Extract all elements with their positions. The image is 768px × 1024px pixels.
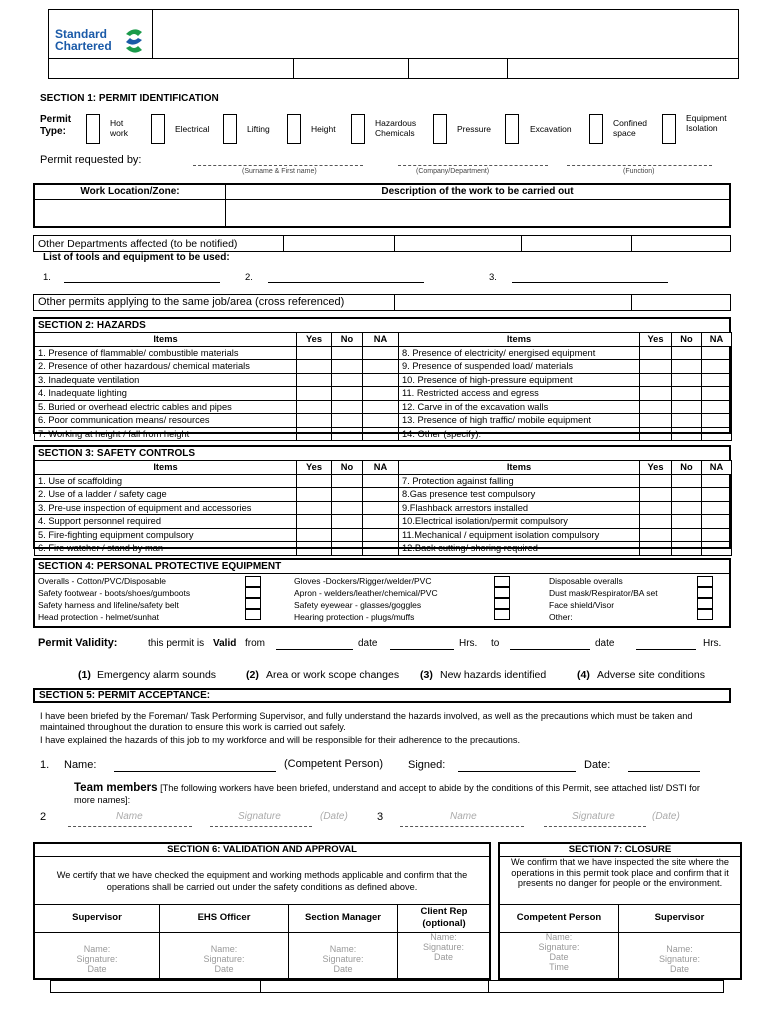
sig-block[interactable]: Name: Signature: Date Time <box>538 932 580 972</box>
acceptance-para2: I have explained the hazards of this job to my workforce and will be responsible for their adherence to the precautions. <box>40 735 521 745</box>
team-name-input[interactable] <box>400 826 524 827</box>
type-label: Hazardous Chemicals <box>375 118 417 138</box>
table-row: 11. Restricted access and egress <box>399 387 732 401</box>
section7-title: SECTION 7: CLOSURE <box>568 844 672 855</box>
ppe-item: Gloves -Dockers/Rigger/welder/PVC <box>294 576 432 586</box>
work-location-table <box>33 183 731 228</box>
team-members-text: [The following workers have been briefed, understand and accept to abide by the conditions of this Permit, see attached list/ DSTI for more names]: <box>74 783 700 805</box>
section3-title: SECTION 3: SAFETY CONTROLS <box>38 448 196 459</box>
table-row: 11.Mechanical / equipment isolation compulsory <box>399 528 732 542</box>
type-label: Equipment Isolation <box>686 113 727 133</box>
table-row: 3. Inadequate ventilation <box>35 373 399 387</box>
name-label: Name: <box>64 759 97 771</box>
table-row: 4. Inadequate lighting <box>35 387 399 401</box>
table-row: 7. Protection against falling <box>399 474 732 488</box>
tool-2-input[interactable] <box>268 282 424 283</box>
description-header: Description of the work to be carried out <box>381 186 574 197</box>
col-items: Items <box>35 333 297 347</box>
tool-num: 3. <box>489 272 497 283</box>
type-label: Confined space <box>613 118 648 138</box>
table-row: 5. Buried or overhead electric cables and pipes <box>35 400 399 414</box>
col-competent-person: Competent Person <box>516 912 602 923</box>
col-items: Items <box>399 333 640 347</box>
validity-date: date <box>595 638 615 649</box>
ghost-date: (Date) <box>652 811 680 822</box>
ppe-item: Head protection - helmet/sunhat <box>38 612 159 622</box>
valid-to-input[interactable] <box>510 649 590 650</box>
row-num: 2 <box>40 811 47 823</box>
table-row: 14. Other (specify): <box>399 427 732 441</box>
validity-hrs: Hrs. <box>703 638 722 649</box>
header-divider-v <box>152 10 153 58</box>
section4-title: SECTION 4: PERSONAL PROTECTIVE EQUIPMENT <box>38 561 282 572</box>
validity-text: this permit is <box>148 638 205 649</box>
type-label: Hot work <box>110 118 128 138</box>
section2-table <box>33 317 731 439</box>
row-num: 1. <box>40 759 50 771</box>
row-num: 3 <box>377 811 384 823</box>
ppe-item: Hearing protection - plugs/muffs <box>294 612 415 622</box>
header-divider-h <box>49 58 738 59</box>
acceptance-para1: I have been briefed by the Foreman/ Task Performing Supervisor, and fully understand the hazards involved, as well as the precautions which must be taken and maintained throughout the duration to ensure this work is carried out safely. <box>40 711 693 732</box>
col-yes: Yes <box>640 333 672 347</box>
col-section-manager: Section Manager <box>304 912 382 923</box>
logo-line2: Chartered <box>55 39 112 53</box>
ppe-checkbox[interactable] <box>697 598 713 609</box>
ghost-date: (Date) <box>320 811 348 822</box>
ppe-item: Dust mask/Respirator/BA set <box>549 588 658 598</box>
ppe-item: Safety footwear - boots/shoes/gumboots <box>38 588 191 598</box>
section4-box <box>33 558 731 628</box>
table-row: 9. Presence of suspended load/ materials <box>399 360 732 374</box>
type-label: Height <box>311 124 336 134</box>
validity-hrs: Hrs. <box>459 638 478 649</box>
table-row: 6. Fire watcher / stand by man <box>35 542 399 556</box>
footer-box <box>50 980 724 993</box>
col-no: No <box>332 461 363 475</box>
table-row: 12.Back cutting/ shoring required <box>399 542 732 556</box>
ghost-name: Name <box>450 811 477 822</box>
table-row: 8.Gas presence test compulsory <box>399 488 732 502</box>
col-na: NA <box>363 333 399 347</box>
signed-input[interactable] <box>458 771 576 772</box>
ppe-checkbox[interactable] <box>494 598 510 609</box>
col-yes: Yes <box>297 333 332 347</box>
other-permits-label: Other permits applying to the same job/area (cross referenced) <box>38 296 345 308</box>
col-ehs-officer: EHS Officer <box>197 912 251 923</box>
checkbox-equipment-isolation[interactable] <box>662 114 676 144</box>
validity-valid: Valid <box>213 638 237 649</box>
sig-block[interactable]: Name: Signature: Date <box>203 944 245 974</box>
ppe-item: Other: <box>549 612 573 622</box>
requester-company-line[interactable] <box>398 165 548 166</box>
tool-num: 1. <box>43 272 51 283</box>
type-label: Lifting <box>247 124 270 134</box>
tool-num: 2. <box>245 272 253 283</box>
requester-name-line[interactable] <box>193 165 363 166</box>
ppe-item: Apron - welders/leather/chemical/PVC <box>294 588 438 598</box>
col-no: No <box>332 333 363 347</box>
type-label: Excavation <box>530 124 572 134</box>
col-yes: Yes <box>640 461 672 475</box>
col-client-rep: Client Rep (optional) <box>420 906 468 929</box>
validity-to: to <box>491 638 500 649</box>
date-input[interactable] <box>628 771 700 772</box>
section5-header <box>33 688 731 703</box>
header-box <box>48 9 739 79</box>
table-row: 7. Working at height / fall from height <box>35 427 399 441</box>
col-items: Items <box>399 461 640 475</box>
section7-text: We confirm that we have inspected the site where the operations in this permit took place and confirm that it presents no danger for people or the environment. <box>511 857 729 888</box>
competent-label: (Competent Person) <box>284 758 384 770</box>
other-permits-row <box>33 294 731 311</box>
table-row: 1. Presence of flammable/ combustible materials <box>35 346 399 360</box>
col-no: No <box>672 461 702 475</box>
ppe-checkbox[interactable] <box>697 576 713 587</box>
validity-from: from <box>245 638 265 649</box>
logo-icon <box>122 26 146 56</box>
checkbox-height[interactable] <box>287 114 301 144</box>
checkbox-electrical[interactable] <box>151 114 165 144</box>
col-supervisor: Supervisor <box>654 912 705 923</box>
valid-date2-input[interactable] <box>636 649 696 650</box>
table-row: 1. Use of scaffolding <box>35 474 399 488</box>
col-supervisor: Supervisor <box>72 912 122 923</box>
checkbox-pressure[interactable] <box>433 114 447 144</box>
col-na: NA <box>702 333 732 347</box>
ppe-item: Overalls - Cotton/PVC/Disposable <box>38 576 167 586</box>
section6-text: We certify that we have checked the equipment and working methods applicable and confirm that the operations shall be carried out under the safety conditions as defined above. <box>56 870 468 892</box>
tool-1-input[interactable] <box>64 282 220 283</box>
sub-label: (Company/Department) <box>416 168 490 175</box>
team-signature-input[interactable] <box>544 826 646 827</box>
section2-title: SECTION 2: HAZARDS <box>38 320 146 331</box>
section6-box <box>33 842 491 980</box>
col-na: NA <box>702 461 732 475</box>
validity-row <box>38 637 738 653</box>
section7-box <box>498 842 742 980</box>
checkbox-confined-space[interactable] <box>589 114 603 144</box>
team-name-input[interactable] <box>68 826 192 827</box>
ppe-item: Face shield/Visor <box>549 600 615 610</box>
checkbox-lifting[interactable] <box>223 114 237 144</box>
checkbox-hazardous-chemicals[interactable] <box>351 114 365 144</box>
ghost-name: Name <box>116 811 143 822</box>
section3-table <box>33 445 731 554</box>
validity-date: date <box>358 638 378 649</box>
logo-line1: Standard <box>55 27 108 41</box>
table-row: 4. Support personnel required <box>35 515 399 529</box>
requester-function-line[interactable] <box>567 165 712 166</box>
col-na: NA <box>363 461 399 475</box>
section1-title: SECTION 1: PERMIT IDENTIFICATION <box>40 93 219 104</box>
competent-name-input[interactable] <box>114 771 276 772</box>
section5-title: SECTION 5: PERMIT ACCEPTANCE: <box>39 690 211 701</box>
col-no: No <box>672 333 702 347</box>
table-row: 8. Presence of electricity/ energised equipment <box>399 346 732 360</box>
table-row: 9.Flashback arrestors installed <box>399 501 732 515</box>
ghost-signature: Signature <box>238 811 281 822</box>
sig-block[interactable]: Name: Signature: Date <box>422 932 465 962</box>
table-row: 5. Fire-fighting equipment compulsory <box>35 528 399 542</box>
sub-label: (Surname & First name) <box>242 168 317 175</box>
type-label: Pressure <box>457 124 492 134</box>
ppe-item: Disposable overalls <box>549 576 623 586</box>
team-members-block <box>74 782 714 806</box>
permit-type-label: Permit Type: <box>40 114 72 137</box>
table-row: 12. Carve in of the excavation walls <box>399 400 732 414</box>
other-departments-label: Other Departments affected (to be notified) <box>38 238 238 250</box>
table-row: 6. Poor communication means/ resources <box>35 414 399 428</box>
description-input[interactable] <box>226 200 729 226</box>
valid-from-input[interactable] <box>276 649 353 650</box>
sub-label: (Function) <box>623 168 655 175</box>
section6-title: SECTION 6: VALIDATION AND APPROVAL <box>35 844 489 855</box>
ghost-signature: Signature <box>572 811 615 822</box>
team-members-label: Team members <box>74 782 158 794</box>
col-items: Items <box>35 461 297 475</box>
sig-block[interactable]: Name: Signature: Date <box>658 944 701 974</box>
ppe-checkbox[interactable] <box>494 576 510 587</box>
ppe-checkbox[interactable] <box>245 587 261 598</box>
type-label: Electrical <box>175 124 210 134</box>
ppe-item: Safety harness and lifeline/safety belt <box>38 600 179 610</box>
ppe-checkbox[interactable] <box>245 598 261 609</box>
date-label: Date: <box>584 759 611 771</box>
ppe-checkbox[interactable] <box>494 609 510 620</box>
table-row: 2. Presence of other hazardous/ chemical materials <box>35 360 399 374</box>
validity-label: Permit Validity: <box>38 637 118 649</box>
ppe-checkbox[interactable] <box>245 609 261 620</box>
col-yes: Yes <box>297 461 332 475</box>
work-location-header: Work Location/Zone: <box>80 186 180 197</box>
ppe-checkbox[interactable] <box>697 609 713 620</box>
sig-block[interactable]: Name: Signature: Date <box>76 944 118 974</box>
tool-3-input[interactable] <box>512 282 668 283</box>
ppe-item: Safety eyewear - glasses/goggles <box>294 600 422 610</box>
permit-requested-by: Permit requested by: <box>40 154 142 166</box>
ppe-checkbox[interactable] <box>494 587 510 598</box>
table-row: 13. Presence of high traffic/ mobile equipment <box>399 414 732 428</box>
table-row: 3. Pre-use inspection of equipment and accessories <box>35 501 399 515</box>
work-location-input[interactable] <box>35 200 225 226</box>
sig-block[interactable]: Name: Signature: Date <box>322 944 364 974</box>
ppe-checkbox[interactable] <box>245 576 261 587</box>
ppe-checkbox[interactable] <box>697 587 713 598</box>
table-row: 2. Use of a ladder / safety cage <box>35 488 399 502</box>
table-row: 10. Presence of high-pressure equipment <box>399 373 732 387</box>
checkbox-excavation[interactable] <box>505 114 519 144</box>
tools-title: List of tools and equipment to be used: <box>43 252 230 263</box>
valid-date1-input[interactable] <box>390 649 454 650</box>
table-row: 10.Electrical isolation/permit compulsory <box>399 515 732 529</box>
signed-label: Signed: <box>408 759 446 771</box>
team-signature-input[interactable] <box>210 826 312 827</box>
checkbox-hot-work[interactable] <box>86 114 100 144</box>
other-departments-row <box>33 235 731 252</box>
